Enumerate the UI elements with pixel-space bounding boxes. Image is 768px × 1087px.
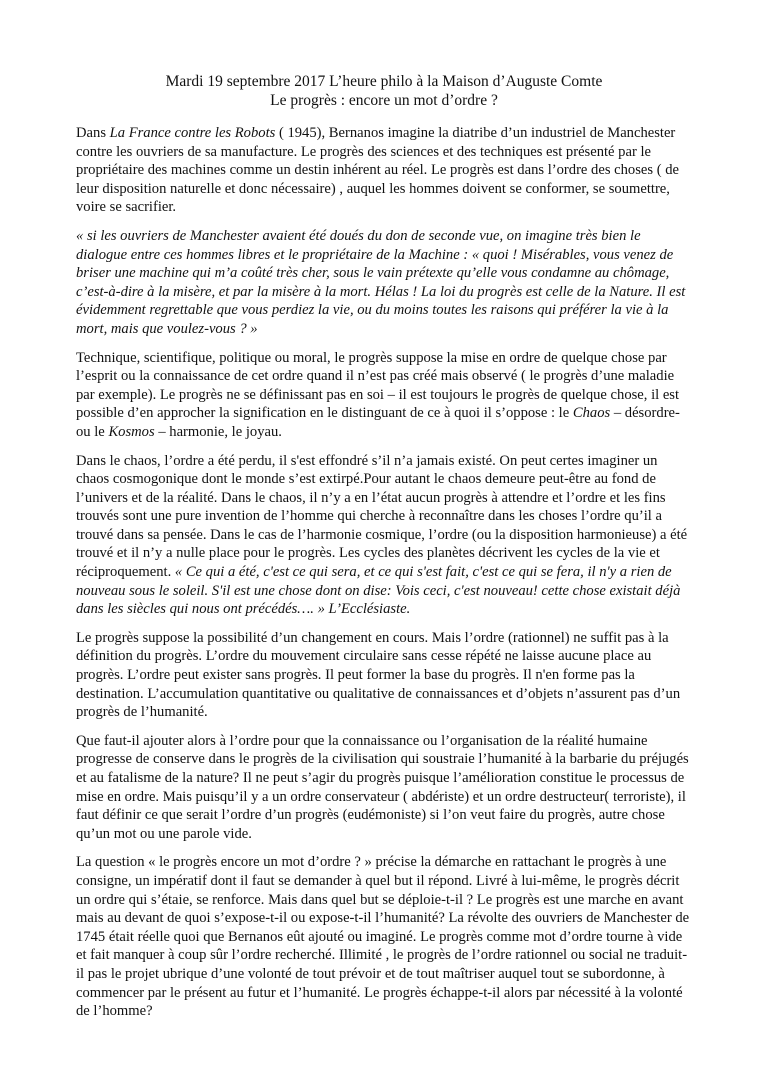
book-title: La France contre les Robots	[109, 125, 276, 141]
header-date-line: Mardi 19 septembre 2017 L’heure philo à la Maison d’Auguste Comte	[165, 73, 603, 90]
term-chaos: Chaos	[572, 405, 611, 422]
paragraph-7: La question « le progrès encore un mot d’ordre ? » précise la démarche en rattachant le progrès à une consigne, un impératif dont il faut se demander à quel but il répond. Livré à lui-même, le progrès décrit un ordre qui s’étaie, se renforce. Mais dans quel but se déploie-t-il ? Le progrès est une marche en avant mais au devant de quoi s’expose-t-il ou expose-t-il l’humanité? La révolte des ouvriers de Manchester de 1745 était réelle quoi que Bernanos eût ajouté ou imaginé. Le progrès comme mot d’ordre tourne à vide et fait manquer à coup sûr l’ordre recherché. Illimité , le progrès de l’ordre rationnel ou social ne traduit-il pas le projet ubrique d’une volonté de tout prévoir et de tout maîtriser auquel tout se subordonne, à commencer par le présent au futur et l’humanité. Le progrès échappe-t-il alors par nécessité à la volonté de l’homme?	[76, 854, 690, 1020]
document-header	[0, 72, 768, 110]
paragraph-3	[76, 349, 692, 442]
bernanos-quote: « si les ouvriers de Manchester avaient été doués du don de seconde vue, on imagine très bien le dialogue entre ces hommes libres et le propriétaire de la Machine : « quoi ! Misérables, vous venez de briser une machine qui m’a coûté très cher, sous le vain prétexte qu’elle vous condamne au chômage, c’est-à-dire à la misère, et par la misère à la mort. Hélas ! La loi du progrès est celle de la Nature. Il est évidemment regrettable que vous perdiez la vie, ou du moins toutes les raisons qui préférer la vie à la mort, mais que voulez-vous ? »	[76, 227, 686, 337]
paragraph-5: Le progrès suppose la possibilité d’un changement en cours. Mais l’ordre (rationnel) ne suffit pas à la définition du progrès. L’ordre du mouvement circulaire sans cesse répété ne laisse aucune place au progrès. L’ordre peut exister sans progrès. Il peut former la base du progrès. Il n'en forme pas la destination. L’accumulation quantitative ou qualitative de connaissances et d’objets n’assurent pas d’un progrès de l’humanité.	[76, 629, 681, 721]
paragraph-6: Que faut-il ajouter alors à l’ordre pour que la connaissance ou l’organisation de la réalité humaine progresse de conserve dans le progrès de la civilisation qui soustraie l’humanité à la barbarie du préjugés et au fatalisme de la nature? Il ne peut s’agir du progrès puisque l’amélioration constitue le processus de mise en ordre. Mais puisqu’il y a un ordre conservateur ( abdériste) et un ordre destructeur( terroriste), il faut définir ce que serait l’ordre d’un progrès (eudémoniste) si l’on veut faire du progrès, autre chose qu’un mot ou une parole vide.	[76, 732, 689, 842]
paragraph-3-text-b: – désordre- ou le	[76, 405, 680, 440]
paragraph-4-text: Dans le chaos, l’ordre a été perdu, il s'est effondré s’il n’a jamais existé. On peut certes imaginer un chaos cosmogonique dont le monde s’est extirpé.Pour autant le chaos demeure peut-être au fond de l’univers et de la réalité. Dans le chaos, il n’y a en l’état aucun progrès à attendre et l’ordre et les fins trouvés sont une pure invention de l’homme qui cherche à reconnaître dans les choses l’ordre qu’il a trouvé dans sa pensée. Dans le cas de l’harmonie cosmique, l’ordre (ou la disposition harmonieuse) a été trouvé et il n’y a nulle place pour le progrès. Les cycles des planètes décrivent les cycles de la vie et réciproquement.	[76, 452, 688, 581]
paragraph-1-text-a: Dans	[76, 125, 110, 141]
paragraph-1-text-b: ( 1945), Bernanos imagine la diatribe d’un industriel de Manchester contre les ouvriers de sa manufacture. Le progrès des sciences et des techniques est présenté par le propriétaire des machines comme un destin inhérent au réel. Le progrès est dans l’ordre des choses ( de leur disposition naturelle et donc nécessaire) , auquel les hommes doivent se conformer, se soumettre, voire se sacrifier.	[76, 125, 679, 216]
paragraph-3-text-c: – harmonie, le joyau.	[154, 423, 282, 440]
paragraph-1	[76, 124, 692, 217]
document-title: Le progrès : encore un mot d’ordre ?	[270, 92, 498, 109]
document-body	[76, 124, 692, 1031]
paragraph-3-text-a: Technique, scientifique, politique ou moral, le progrès suppose la mise en ordre de quelque chose par l’esprit ou la connaissance de cet ordre quand il n’est pas créé mais observé ( le progrès d’une maladie par exemple). Le progrès ne se définissant pas en soi – il est toujours le progrès de quelque chose, il est possible d’en approcher la signification en le distinguant de ce à quoi il s’oppose : le	[76, 349, 680, 422]
paragraph-4	[76, 452, 692, 619]
term-kosmos: Kosmos	[108, 423, 155, 440]
ecclesiaste-quote: « Ce qui a été, c'est ce qui sera, et ce qui s'est fait, c'est ce qui se fera, il n'y a rien de nouveau sous le soleil. S'il est une chose dont on dise: Vois ceci, c'est nouveau! cette chose existait déjà dans les siècles qui nous ont précédés…. » L’Ecclésiaste.	[76, 564, 681, 618]
